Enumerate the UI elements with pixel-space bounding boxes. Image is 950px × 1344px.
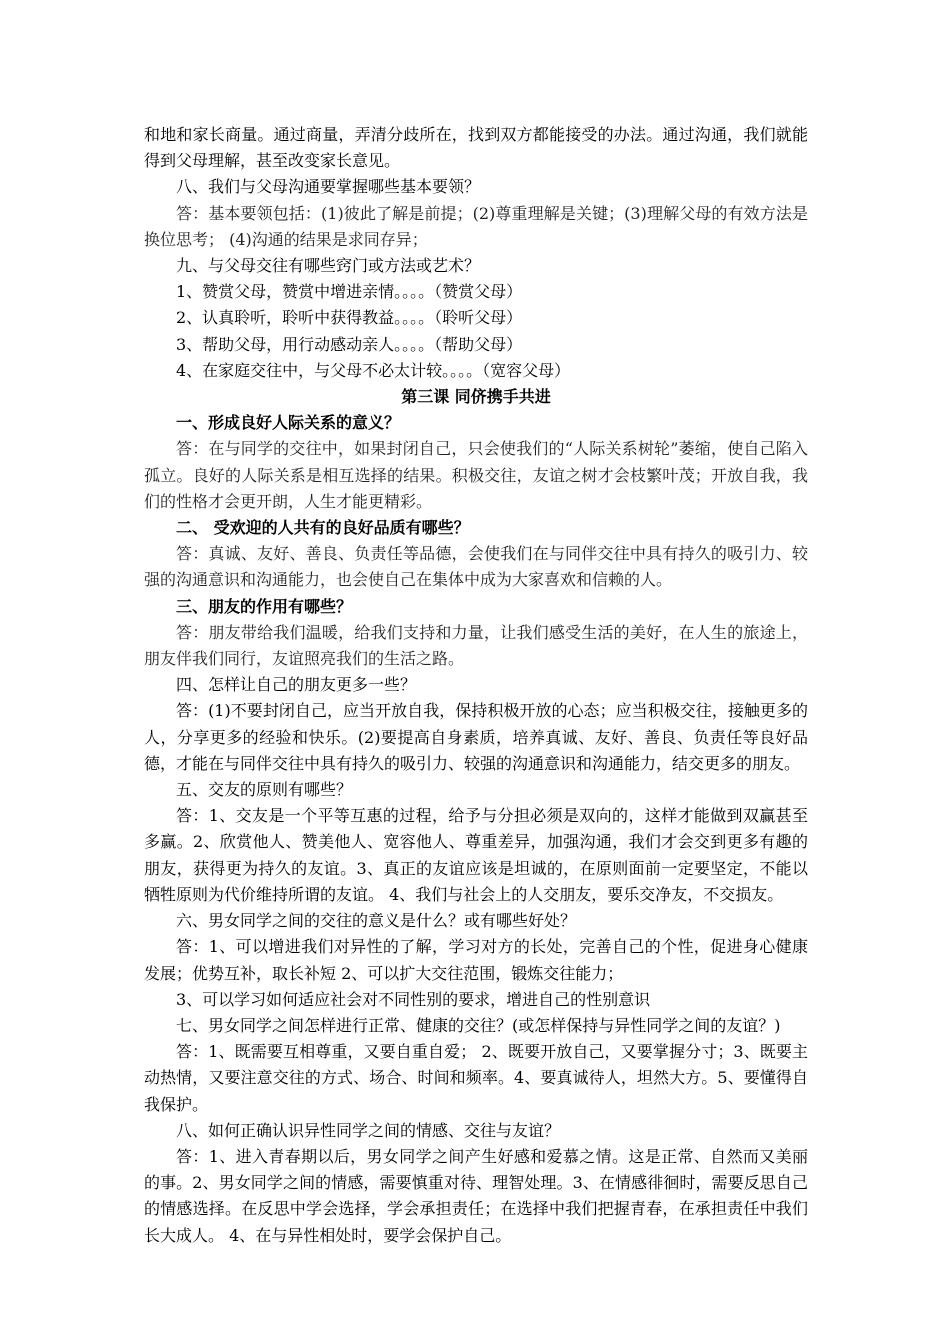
question-3: 三、朋友的作用有哪些？ (176, 596, 353, 616)
answer-8: 答：1、进入青春期以后，男女同学之间产生好感和爱慕之情。这是正常、自然而又美丽的事。2、男女同学之间的情感，需要慎重对待、理智处理。3、在情感徘徊时，需要反思自己的情感选择。在反思中学会选择，学会承担责任；在选择中我们把握青春，在承担责任中我们长大成人。 4、在与异性相处时，要学会保护自己。 (144, 1146, 808, 1245)
list-item-2: 2、认真聆听，聆听中获得教益。。。。（聆听父母） (176, 308, 523, 328)
answer-1: 答：在与同学的交往中，如果封闭自己，只会使我们的“人际关系树轮”萎缩，使自己陷入孤立。良好的人际关系是相互选择的结果。积极交往，友谊之树才会枝繁叶茂；开放自我，我们的性格才会更开朗，人生才能更精彩。 (144, 439, 808, 511)
lesson-title: 第三课 同侪携手共进 (401, 387, 551, 407)
question-2: 二、 受欢迎的人共有的良好品质有哪些？ (176, 518, 470, 538)
question-8: 八、如何正确认识异性同学之间的情感、交往与友谊？ (176, 1120, 561, 1140)
document-body (144, 122, 808, 1249)
answer-5: 答：1、交友是一个平等互惠的过程，给予与分担必须是双向的，这样才能做到双赢甚至多赢。2、欣赏他人、赞美他人、宽容他人、尊重差异，加强沟通，我们才会交到更多有趣的朋友，获得更为持久的友谊。3、真正的友谊应该是坦诚的，在原则面前一定要坚定，不能以牺牲原则为代价维持所谓的友谊。 4、我们与社会上的人交朋友，要乐交净友，不交损友。 (144, 806, 808, 904)
answer-4: 答：(1)不要封闭自己，应当开放自我，保持积极开放的心态；应当积极交往，接触更多的人，分享更多的经验和快乐。(2)要提高自身素质，培养真诚、友好、善良、负责任等良好品德，才能在与同伴交往中具有持久的吸引力、较强的沟通意识和沟通能力，结交更多的朋友。 (144, 701, 808, 773)
question-8-parents: 八、我们与父母沟通要掌握哪些基本要领？ (176, 177, 481, 197)
paragraph-continuation: 和地和家长商量。通过商量，弄清分歧所在，找到双方都能接受的办法。通过沟通，我们就能得到父母理解，甚至改变家长意见。 (144, 125, 808, 171)
answer-8-parents: 答：基本要领包括：(1)彼此了解是前提；(2)尊重理解是关键；(3)理解父母的有效方法是换位思考； (4)沟通的结果是求同存异； (144, 203, 808, 249)
list-item-1: 1、赞赏父母，赞赏中增进亲情。。。。（赞赏父母） (176, 282, 523, 302)
answer-6-continued: 3、可以学习如何适应社会对不同性别的要求，增进自己的性别意识 (176, 989, 651, 1009)
question-7: 七、男女同学之间怎样进行正常、健康的交往？(或怎样保持与异性同学之间的友谊？) (176, 1015, 781, 1035)
question-5: 五、交友的原则有哪些？ (176, 780, 353, 800)
question-9-parents: 九、与父母交往有哪些窍门或方法或艺术？ (176, 256, 481, 276)
answer-3: 答：朋友带给我们温暖，给我们支持和力量，让我们感受生活的美好，在人生的旅途上，朋友伴我们同行，友谊照亮我们的生活之路。 (144, 622, 808, 669)
list-item-3: 3、帮助父母，用行动感动亲人。。。。（帮助父母） (176, 334, 523, 354)
question-1: 一、形成良好人际关系的意义？ (176, 413, 401, 433)
list-item-4: 4、在家庭交往中，与父母不必太计较。。。。（宽容父母） (176, 360, 571, 380)
question-6: 六、男女同学之间的交往的意义是什么？或有哪些好处？ (176, 911, 577, 931)
question-4: 四、怎样让自己的朋友更多一些？ (176, 675, 417, 695)
answer-6: 答：1、可以增进我们对异性的了解，学习对方的长处，完善自己的个性，促进身心健康发展；优势互补，取长补短 2、可以扩大交往范围，锻炼交往能力； (144, 937, 808, 983)
answer-7: 答：1、既需要互相尊重，又要自重自爱； 2、既要开放自己，又要掌握分寸；3、既要主动热情，又要注意交往的方式、场合、时间和频率。4、要真诚待人，坦然大方。5、要懂得自我保护。 (144, 1042, 808, 1114)
answer-2: 答：真诚、友好、善良、负责任等品德，会使我们在与同伴交往中具有持久的吸引力、较强的沟通意识和沟通能力，也会使自己在集体中成为大家喜欢和信赖的人。 (144, 544, 808, 590)
